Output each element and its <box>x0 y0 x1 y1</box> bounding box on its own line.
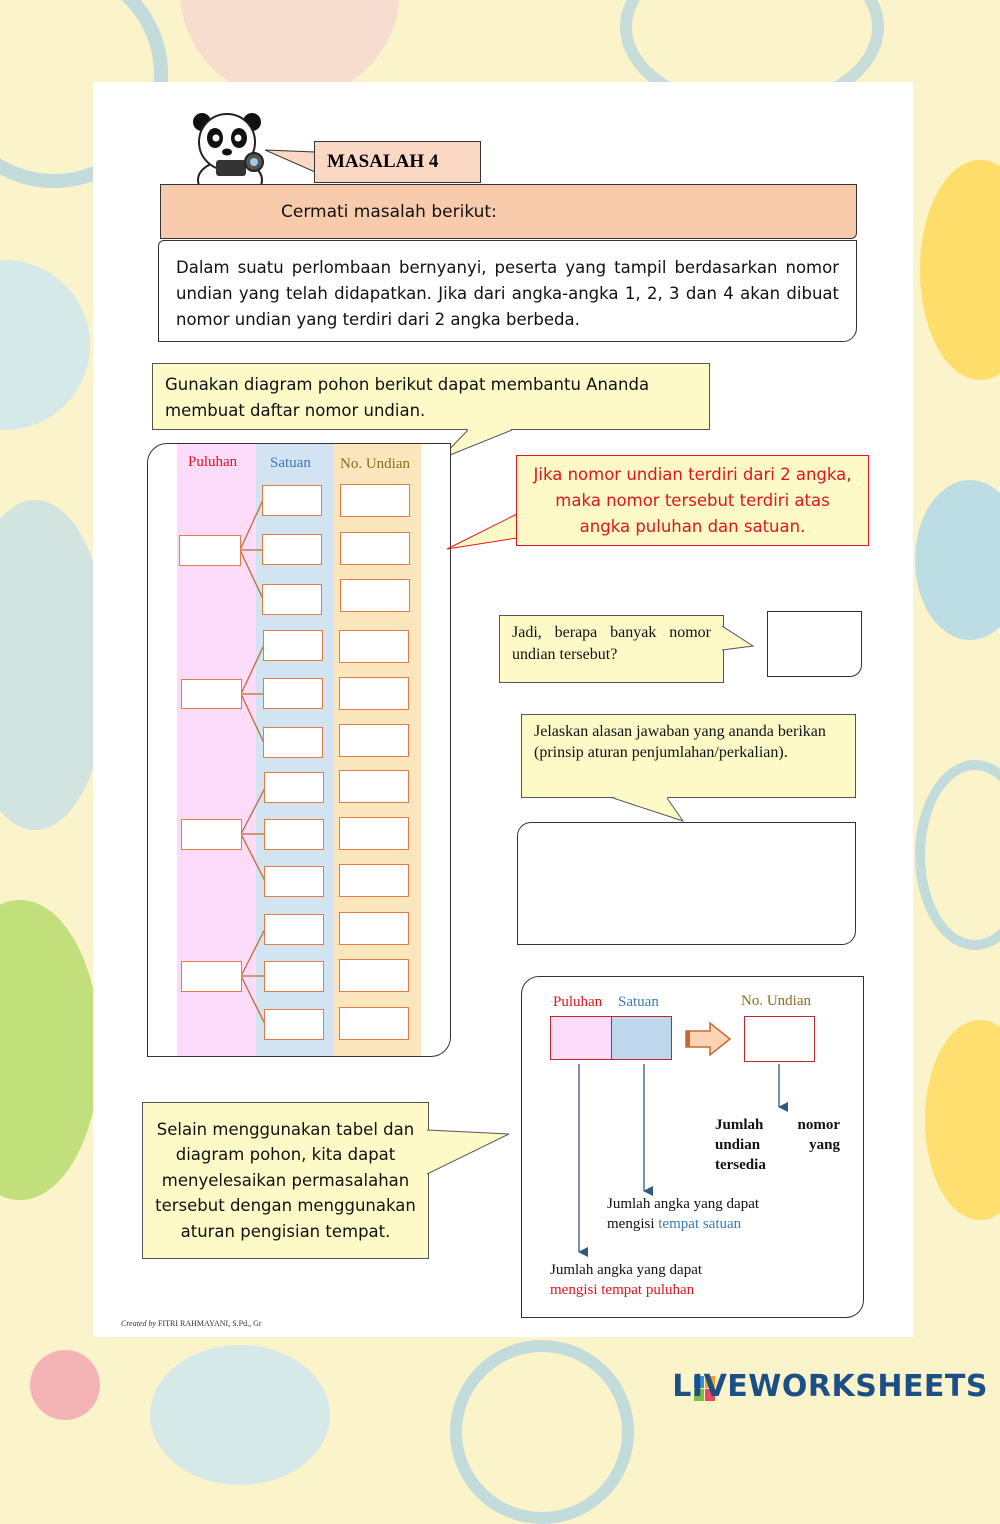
instruction-text: Cermati masalah berikut: <box>281 202 497 222</box>
red-note-text: Jika nomor undian terdiri dari 2 angka, maka nomor tersebut terdiri atas angka puluhan dan satuan. <box>533 464 852 536</box>
tree-puluhan-box-4[interactable] <box>181 961 242 992</box>
tree-undian-box-3[interactable] <box>340 579 410 612</box>
tree-satuan-box-2[interactable] <box>262 534 322 565</box>
total-label: Jumlah nomor undian yang tersedia <box>715 1117 840 1173</box>
tree-satuan-box-7[interactable] <box>264 772 324 803</box>
explain-callout-tail <box>613 797 687 823</box>
filling-callout-tail <box>427 1126 511 1178</box>
tree-undian-box-8[interactable] <box>339 817 409 850</box>
tree-satuan-box-5[interactable] <box>263 678 323 709</box>
slot-label-undian: No. Undian <box>741 993 811 1009</box>
tree-satuan-box-8[interactable] <box>264 819 324 850</box>
puluhan-note <box>550 1260 750 1300</box>
red-callout-tail <box>445 512 519 552</box>
tree-puluhan-box-2[interactable] <box>181 679 242 709</box>
puluhan-note-prefix: Jumlah angka yang dapat <box>550 1262 703 1278</box>
speech-tail <box>265 144 317 174</box>
instruction-bar <box>160 184 857 239</box>
tree-satuan-box-6[interactable] <box>263 727 323 758</box>
satuan-header: Satuan <box>270 455 311 471</box>
tree-satuan-box-9[interactable] <box>264 866 324 897</box>
tree-undian-box-11[interactable] <box>339 959 409 992</box>
question-callout <box>499 615 724 683</box>
tree-hint-text: Gunakan diagram pohon berikut dapat membantu Ananda membuat daftar nomor undian. <box>165 375 650 420</box>
brand-name[interactable]: LIVEWORKSHEETS <box>672 1369 988 1404</box>
tree-undian-box-6[interactable] <box>339 724 409 757</box>
question-callout-tail <box>722 626 755 652</box>
slot-label-puluhan: Puluhan <box>553 994 603 1010</box>
problem-text: Dalam suatu perlombaan bernyanyi, peserta yang tampil berdasarkan nomor undian yang telah didapatkan. Jika dari angka-angka 1, 2, 3 dan 4 akan dibuat nomor undian yang terdiri dari 2 angka berbeda. <box>176 258 839 329</box>
explain-answer-box[interactable] <box>517 822 856 945</box>
explain-callout <box>521 714 856 798</box>
tree-diagram-panel <box>147 443 451 1057</box>
background-decoration <box>915 480 1000 640</box>
tree-undian-box-9[interactable] <box>339 864 409 897</box>
tree-satuan-box-11[interactable] <box>264 961 324 992</box>
background-decoration <box>450 1340 634 1524</box>
puluhan-header: Puluhan <box>188 454 238 470</box>
tree-satuan-box-3[interactable] <box>262 584 322 615</box>
filling-note-text: Selain menggunakan tabel dan diagram pohon, kita dapat menyelesaikan permasalahan tersebut dengan menggunakan aturan pengisian tempat. <box>155 1119 416 1241</box>
background-decoration <box>0 260 90 430</box>
question-answer-box[interactable] <box>767 611 862 677</box>
tree-puluhan-box-1[interactable] <box>179 535 241 566</box>
slot-label-satuan: Satuan <box>618 994 659 1010</box>
tree-satuan-box-1[interactable] <box>262 485 322 516</box>
red-note-callout <box>516 455 869 546</box>
tree-hint-callout <box>152 363 710 430</box>
question-text: Jadi, berapa banyak nomor undian tersebut? <box>512 624 711 663</box>
background-decoration <box>30 1350 100 1420</box>
slot-diagram-panel <box>521 976 864 1318</box>
tree-satuan-box-4[interactable] <box>263 630 323 661</box>
satuan-note-highlight: tempat satuan <box>658 1216 742 1232</box>
problem-label: MASALAH 4 <box>314 141 481 183</box>
satuan-note-prefix: Jumlah angka yang dapat mengisi <box>607 1196 760 1232</box>
tree-satuan-box-12[interactable] <box>264 1009 324 1040</box>
credit-prefix: Created by <box>121 1319 157 1328</box>
background-decoration <box>925 1020 1000 1220</box>
satuan-note <box>607 1194 807 1234</box>
credit-line <box>121 1319 262 1328</box>
tree-undian-box-2[interactable] <box>340 532 410 565</box>
credit-author: FITRI RAHMAYANI, S.Pd., Gr <box>158 1319 262 1328</box>
tree-satuan-box-10[interactable] <box>264 914 324 945</box>
tree-undian-box-7[interactable] <box>339 770 409 803</box>
background-decoration <box>915 760 1000 950</box>
tree-undian-box-5[interactable] <box>339 677 409 710</box>
worksheet-page <box>93 82 913 1337</box>
explain-prompt-text: Jelaskan alasan jawaban yang ananda berikan (prinsip aturan penjumlahan/perkalian). <box>534 723 826 761</box>
undian-header: No. Undian <box>340 456 410 472</box>
tree-puluhan-box-3[interactable] <box>181 819 242 850</box>
puluhan-note-highlight: mengisi tempat puluhan <box>550 1282 695 1298</box>
tree-undian-box-1[interactable] <box>340 484 410 517</box>
filling-note-callout <box>142 1102 429 1259</box>
background-decoration <box>0 900 100 1200</box>
tree-undian-box-12[interactable] <box>339 1007 409 1040</box>
background-decoration <box>150 1345 330 1485</box>
background-decoration <box>920 160 1000 380</box>
problem-box <box>158 240 857 342</box>
tree-undian-box-10[interactable] <box>339 912 409 945</box>
tree-undian-box-4[interactable] <box>339 630 409 663</box>
